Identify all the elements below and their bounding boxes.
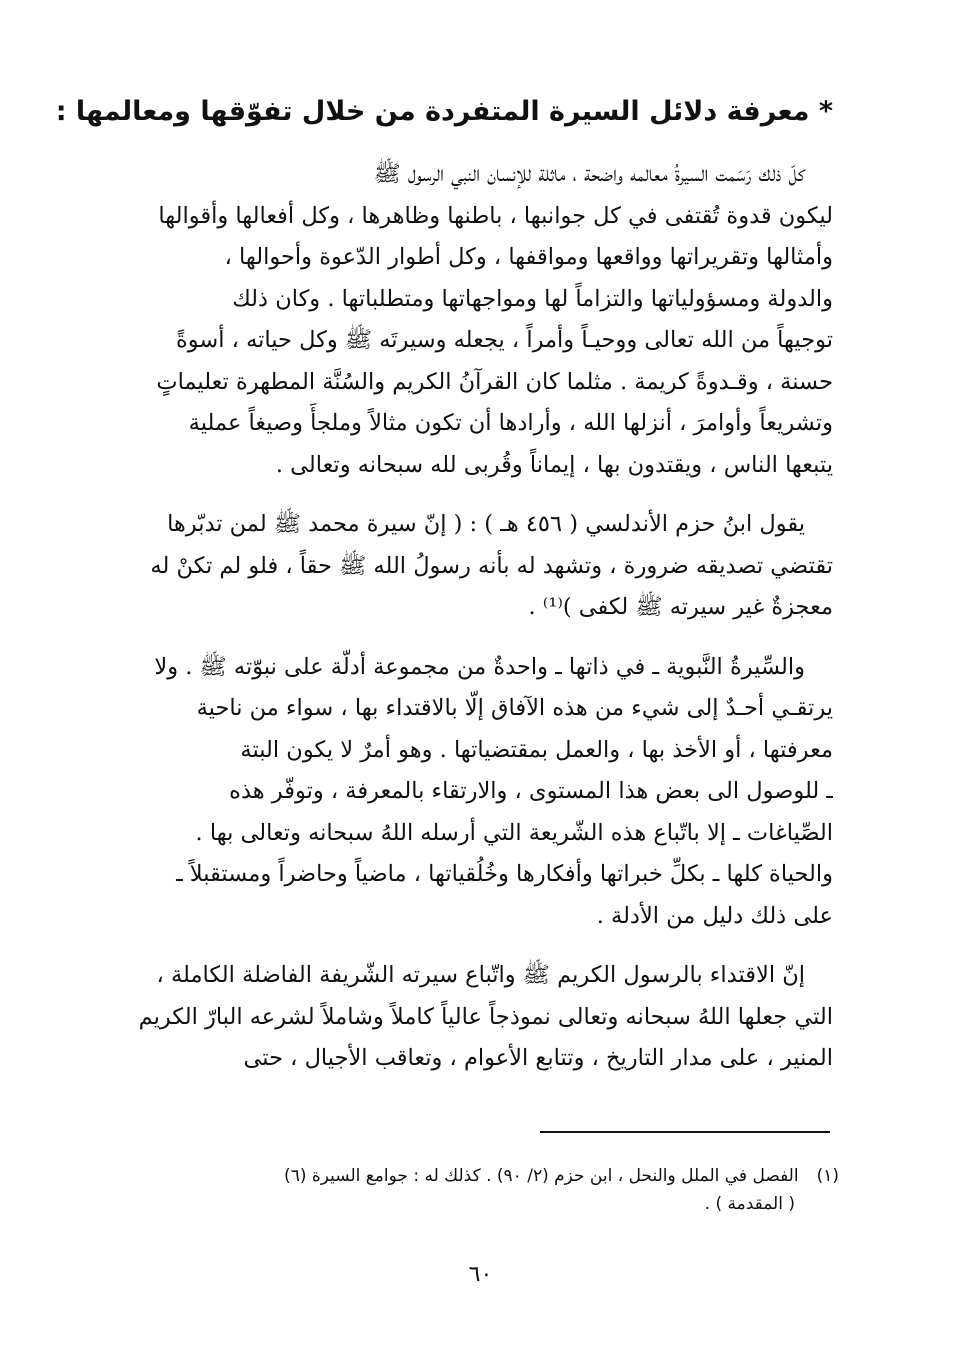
text-line: التي جعلها اللهُ سبحانه وتعالى نموذجاً عالياً كاملاً وشاملاً لشرعه البارّ الكريم — [138, 1003, 833, 1030]
text-line: المنير ، على مدار التاريخ ، وتتابع الأعوام ، وتعاقب الأجيال ، حتى — [243, 1045, 833, 1071]
footnote — [119, 1162, 839, 1218]
text-line: والدولة ومسؤولياتها والتزاماً لها ومواجهاتها ومتطلباتها . وكان ذلك — [232, 285, 833, 312]
footnote-number: (١) — [816, 1166, 839, 1186]
text-line: على ذلك دليل من الأدلة . — [596, 902, 833, 929]
paragraph-1 — [122, 154, 833, 486]
paragraph-4 — [122, 955, 833, 1080]
text-line: معجزةٌ غير سيرته ﷺ لكفى )⁽¹⁾ . — [528, 594, 833, 620]
page-number: ٦٠ — [468, 1262, 493, 1287]
text-line: حسنة ، وقـدوةً كريمة . مثلما كان القرآنُ الكريم والسُنَّة المطهرة تعليماتٍ — [156, 368, 833, 395]
text-line: توجيهاً من الله تعالى ووحيـاً وأمراً ، يجعله وسيرتَه ﷺ وكل حياته ، أسوةً — [176, 327, 833, 353]
text-line: يرتقـي أحـدٌ إلى شيء من هذه الآفاق إلّا بالاقتداء بها ، سواء من ناحية — [196, 695, 833, 721]
text-line: يتبعها الناس ، ويقتدون بها ، إيماناً وقُربى لله سبحانه وتعالى . — [275, 451, 833, 478]
text-line: ـ للوصول الى بعض هذا المستوى ، والارتقاء بالمعرفة ، وتوفّر هذه — [229, 778, 833, 804]
text-line: وتشريعاً وأوامرَ ، أنزلها الله ، وأرادها أن تكون مثالاً وملجأً وصيغاً عملية — [188, 410, 833, 436]
paragraph-3 — [122, 647, 833, 938]
text-line: وأمثالها وتقريراتها وواقعها ومواقفها ، وكل أطوار الدّعوة وأحوالها ، — [224, 244, 833, 270]
text-line: ليكون قدوة تُقتفى في كل جوانبها ، باطنها وظاهرها ، وكل أفعالها وأقوالها — [158, 202, 833, 229]
section-heading: * معرفة دلائل السيرة المتفردة من خلال تفوّقها ومعالمها : — [55, 96, 833, 127]
text-line: يقول ابنُ حزم الأندلسي ( ٤٥٦ هـ ) : ( إنّ سيرة محمد ﷺ لمن تدبّرها — [167, 511, 805, 537]
text-line: كلّ ذلك رَسَمت السيرةُ معالمه واضحة ، ماثلة للإنسان النبي الرسول ﷺ — [373, 161, 805, 187]
paragraph-2 — [122, 504, 833, 629]
footnote-text: الفصل في الملل والنحل ، ابن حزم (٢/ ٩٠) . كذلك له : جوامع السيرة (٦) — [284, 1166, 799, 1186]
footnote-separator — [540, 1131, 830, 1133]
text-line: والسِّيرةُ النَّبوية ـ في ذاتها ـ واحدةٌ من مجموعة أدلّة على نبوّته ﷺ . ولا — [154, 653, 805, 680]
text-line: إنّ الاقتداء بالرسول الكريم ﷺ واتّباع سيرته الشّريفة الفاضلة الكاملة ، — [156, 962, 805, 988]
text-line: الصِّياغات ـ إلا باتّباع هذه الشّريعة التي أرسله اللهُ سبحانه وتعالى بها . — [195, 819, 833, 846]
text-line: تقتضي تصديقه ضرورة ، وتشهد له بأنه رسولُ الله ﷺ حقاً ، فلو لم تكنْ له — [150, 552, 833, 579]
text-line: معرفتها ، أو الأخذ بها ، والعمل بمقتضياتها . وهو أمرٌ لا يكون البتة — [240, 736, 833, 763]
footnote-line — [119, 1162, 839, 1190]
text-line: والحياة كلها ـ بكلِّ خبراتها وأفكارها وخُلُقياتها ، ماضياً وحاضراً ومستقبلاً ـ — [176, 861, 833, 887]
footnote-line — [119, 1190, 839, 1218]
footnote-text: ( المقدمة ) . — [704, 1194, 795, 1214]
